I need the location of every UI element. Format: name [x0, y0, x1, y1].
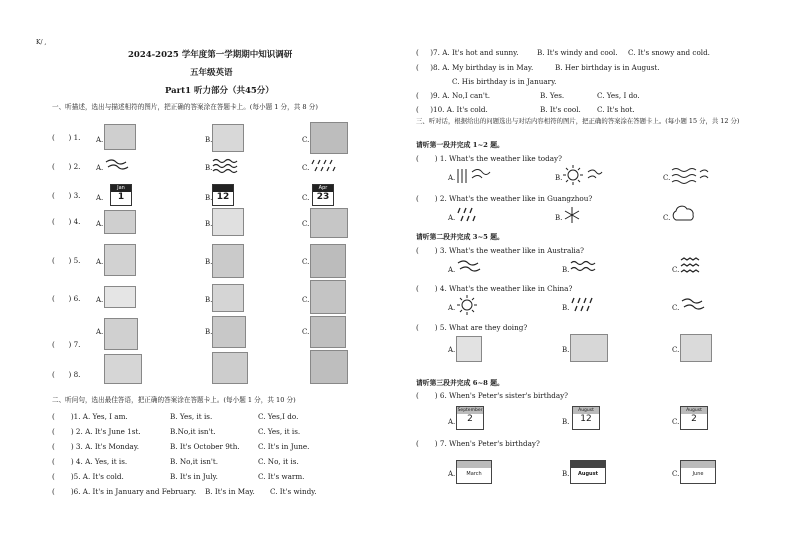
calendar-icon: August 2 [680, 406, 708, 430]
option-c: C. It's in June. [258, 442, 310, 451]
exam-subtitle: 五年级英语 [190, 68, 233, 78]
opt-a-label: A. [448, 304, 456, 312]
calendar-icon: Jan 1 [110, 184, 132, 206]
opt-c-label: C. [672, 346, 680, 354]
opt-c-label: C. [302, 220, 310, 228]
answer-paren: ( ) 6. [52, 294, 81, 303]
opt-b-label: B. [205, 258, 213, 266]
fruit-picture [212, 284, 244, 312]
list-item: ( )7. A. It's hot and sunny. [416, 48, 519, 57]
christmas-tree-picture [310, 280, 346, 314]
calendar-icon: September 2 [456, 406, 484, 430]
landmark-picture [310, 122, 348, 154]
opt-a-label: A. [96, 258, 104, 266]
opt-a-label: A. [96, 296, 104, 304]
opt-a-label: A. [448, 214, 456, 222]
option-b: B. It's in May. [205, 487, 255, 496]
opt-c-label: C. [302, 296, 310, 304]
opt-b-label: B. [205, 194, 213, 202]
calendar-icon: March [456, 460, 492, 484]
question-5: ( ) 5. What are they doing? [416, 323, 528, 332]
group3-heading: 请听第三段并完成 6~8 题。 [416, 379, 504, 387]
signpost-picture [212, 208, 244, 236]
opt-a-label: A. [448, 174, 456, 182]
opt-c-label: C. [302, 164, 310, 172]
opera-house-picture [310, 208, 348, 238]
answer-paren: ( ) 8. [52, 370, 81, 379]
answer-paren: ( ) 2. [52, 162, 81, 171]
rain-icon [310, 156, 340, 176]
opt-c-label: C. [672, 470, 680, 478]
opt-c-label: C. [302, 136, 310, 144]
list-item: ( )1. A. Yes, I am. [52, 412, 128, 421]
opt-b-label: B. [205, 328, 213, 336]
opt-b-label: B. [205, 220, 213, 228]
sun-wind-icon [562, 164, 604, 186]
waves-icon [212, 156, 238, 176]
opt-b-label: B. [205, 136, 213, 144]
option-c: C. It's snowy and cold. [628, 48, 710, 57]
answer-paren: ( ) 1. [52, 133, 81, 142]
option-b: B. It's in July. [170, 472, 218, 481]
cloud-icon [670, 204, 698, 224]
group1-heading: 请听第一段并完成 1~2 题。 [416, 141, 504, 149]
answer-paren: ( ) 4. [52, 217, 81, 226]
answer-paren: ( ) 3. [52, 191, 81, 200]
waves-icon [570, 258, 596, 276]
snowflake-icon [562, 206, 582, 224]
opt-c-label: C. [672, 304, 680, 312]
option-c: C. No, it is. [258, 457, 299, 466]
family-picture [212, 352, 248, 384]
opt-b-label: B. [562, 470, 570, 478]
section2-heading: 二、听问句，选出最佳答语，把正确的答案涂在答题卡上。(每小题 1 分，共 10 分) [52, 396, 296, 404]
opt-a-label: A. [448, 346, 456, 354]
option-c: C. Yes,I do. [258, 412, 299, 421]
city-picture [104, 244, 136, 276]
list-item: ( )8. A. My birthday is in May. [416, 63, 534, 72]
kids-running-picture [680, 334, 712, 362]
calendar-icon: August 12 [572, 406, 600, 430]
option-c: C. It's hot. [597, 105, 635, 114]
opt-b-label: B. [205, 296, 213, 304]
calendar-icon: June [680, 460, 716, 484]
opt-c-label: C. [302, 258, 310, 266]
option-c: C. His birthday is in January. [452, 77, 557, 86]
opt-a-label: A. [448, 470, 456, 478]
children-picture [212, 316, 246, 348]
section3-heading: 三、听对话，根据给出的问题选出与对话内容相符的图片，把正确的答案涂在答题卡上。(每小题 15 分，共 12 分) [416, 117, 740, 125]
rain-icon [456, 206, 486, 224]
wind-icon [456, 258, 484, 276]
opt-a-label: A. [96, 220, 104, 228]
list-item: ( ) 3. A. It's Monday. [52, 442, 140, 451]
option-b: B. It's windy and cool. [537, 48, 618, 57]
option-b: B.No,it isn't. [170, 427, 216, 436]
opt-a-label: A. [448, 418, 456, 426]
cake-picture [104, 286, 136, 308]
opt-c-label: C. [302, 328, 310, 336]
opt-b-label: B. [562, 304, 570, 312]
part-heading: Part1 听力部分（共45分） [165, 86, 274, 96]
opt-b-label: B. [562, 346, 570, 354]
option-c: C. It's windy. [270, 487, 317, 496]
list-item: ( ) 2. A. It's June 1st. [52, 427, 141, 436]
opt-c-label: C. [663, 174, 671, 182]
option-b: B. Yes. [540, 91, 565, 100]
hot-waves-icon [680, 256, 704, 278]
sun-icon [456, 294, 478, 316]
opt-a-label: A. [448, 266, 456, 274]
opt-a-label: A. [96, 194, 104, 202]
lantern-picture [310, 316, 346, 348]
list-item: ( ) 4. A. Yes, it is. [52, 457, 128, 466]
question-6: ( ) 6. When's Peter's sister's birthday? [416, 391, 569, 400]
calendar-icon: August [570, 460, 606, 484]
header-mark: K/ , [36, 39, 47, 46]
village-picture [104, 124, 136, 150]
opt-a-label: A. [96, 136, 104, 144]
opt-a-label: A. [96, 164, 104, 172]
option-b: B. Her birthday is in August. [555, 63, 660, 72]
option-b: B. It's cool. [540, 105, 581, 114]
option-b: B. No,it isn't. [170, 457, 218, 466]
answer-paren: ( ) 7. [52, 340, 81, 349]
cool-wind-icon [670, 164, 714, 186]
festival-picture [310, 350, 348, 384]
opt-b-label: B. [562, 418, 570, 426]
question-7: ( ) 7. When's Peter's birthday? [416, 439, 540, 448]
option-c: C. It's warm. [258, 472, 305, 481]
option-c: C. Yes, it is. [258, 427, 301, 436]
exam-title: 2024-2025 学年度第一学期期中知识调研 [128, 50, 293, 60]
opt-b-label: B. [205, 164, 213, 172]
option-c: C. Yes, I do. [597, 91, 640, 100]
windy-icon [456, 166, 492, 186]
wind-icon [680, 296, 708, 314]
option-b: B. Yes, it is. [170, 412, 213, 421]
opt-b-label: B. [555, 214, 563, 222]
opt-a-label: A. [96, 328, 104, 336]
question-1: ( ) 1. What's the weather like today? [416, 154, 562, 163]
option-b: B. It's October 9th. [170, 442, 240, 451]
party-picture [104, 318, 138, 350]
wind-icon [104, 156, 130, 174]
opt-b-label: B. [562, 266, 570, 274]
building-picture [212, 124, 244, 152]
question-4: ( ) 4. What's the weather like in China? [416, 284, 573, 293]
kids-playing-picture [570, 334, 608, 362]
list-item: ( )9. A. No,I can't. [416, 91, 491, 100]
opt-c-label: C. [663, 214, 671, 222]
opt-c-label: C. [672, 418, 680, 426]
list-item: ( )6. A. It's in January and February. [52, 487, 197, 496]
answer-paren: ( ) 5. [52, 256, 81, 265]
statue-picture [310, 244, 346, 278]
pagoda-picture [212, 244, 244, 278]
opt-c-label: C. [672, 266, 680, 274]
opt-b-label: B. [555, 174, 563, 182]
calendar-icon: Apr 23 [312, 184, 334, 206]
rain-icon [570, 296, 600, 314]
boy-reading-picture [456, 336, 482, 362]
question-3: ( ) 3. What's the weather like in Australia? [416, 246, 584, 255]
list-item: ( )10. A. It's cold. [416, 105, 488, 114]
picnic-picture [104, 354, 142, 384]
tower-picture [104, 210, 136, 234]
section1-heading: 一、听描述，选出与描述相符的图片，把正确的答案涂在答题卡上。(每小题 1 分，共 8 分) [52, 103, 318, 111]
question-2: ( ) 2. What's the weather like in Guangzhou? [416, 194, 593, 203]
opt-c-label: C. [302, 194, 310, 202]
list-item: ( )5. A. It's cold. [52, 472, 124, 481]
group2-heading: 请听第二段并完成 3~5 题。 [416, 233, 504, 241]
calendar-icon: 12 [212, 184, 234, 206]
